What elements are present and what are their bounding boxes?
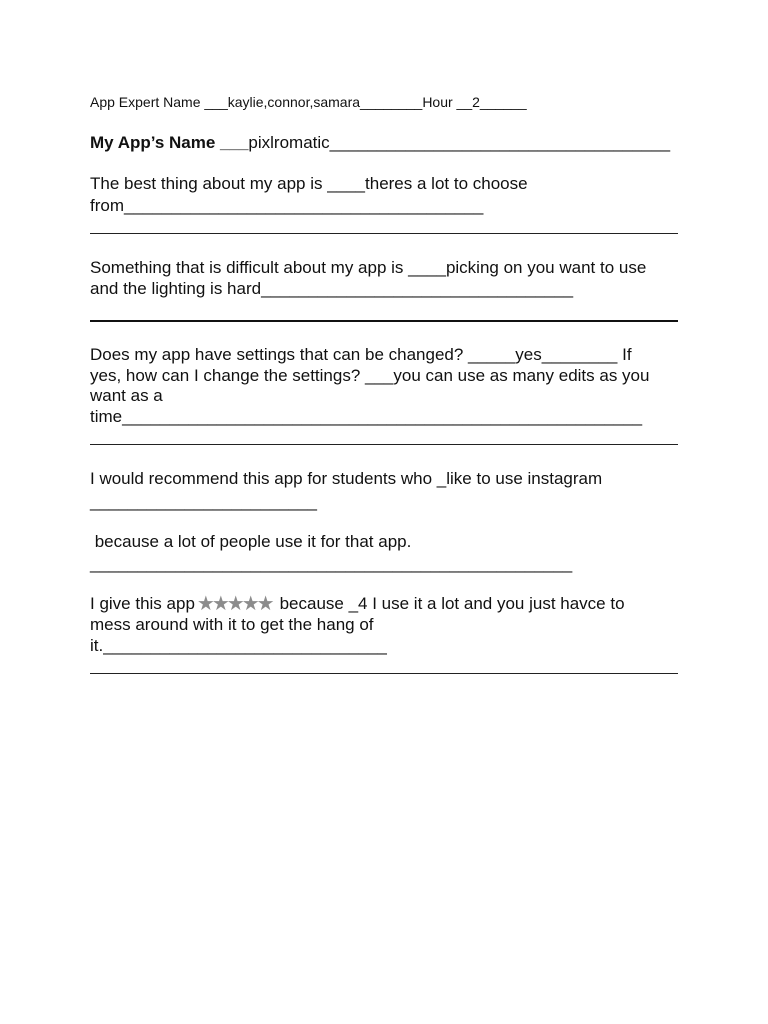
difficult-rule — [90, 320, 678, 322]
star-icon: ★ — [226, 593, 242, 615]
rating-line-3: it.______________________________ — [90, 636, 387, 655]
rating-prefix: I give this app — [90, 594, 195, 613]
rating-suffix: because _4 I use it a lot and you just havce to — [279, 594, 625, 613]
recommend-line-1: I would recommend this app for students who _like to use instagram — [90, 469, 603, 488]
settings-line-4: time_______________________________________________________ — [90, 407, 643, 426]
recommend-line-3: because a lot of people use it for that app. — [90, 532, 412, 551]
star-icon: ★ — [211, 593, 227, 615]
recommend-line-2: ________________________ — [90, 492, 317, 511]
settings-line-3: want as a — [90, 386, 163, 405]
rating-line-2: mess around with it to get the hang of — [90, 615, 374, 634]
difficult-line-1: Something that is difficult about my app is ____picking on you want to use — [90, 258, 647, 277]
app-name-line — [90, 132, 670, 153]
difficult-line-2: and the lighting is hard_________________________________ — [90, 279, 574, 298]
app-expert-line: App Expert Name ___kaylie,connor,samara________Hour __2______ — [90, 94, 527, 110]
best-thing-rule — [90, 233, 678, 234]
best-thing-line-1: The best thing about my app is ____theres a lot to choose — [90, 174, 528, 193]
settings-line-2: yes, how can I change the settings? ___you can use as many edits as you — [90, 366, 650, 385]
star-icon: ★ — [241, 593, 257, 615]
settings-rule — [90, 444, 678, 445]
settings-line-1: Does my app have settings that can be changed? _____yes________ If — [90, 345, 632, 364]
app-name-value: pixlromatic____________________________________ — [248, 133, 671, 152]
best-thing-line-2: from______________________________________ — [90, 196, 484, 215]
star-icon: ★ — [196, 593, 212, 615]
rating-rule — [90, 673, 678, 674]
app-name-label: My App’s Name ___ — [90, 133, 249, 152]
star-rating — [197, 594, 272, 615]
star-icon: ★ — [256, 593, 272, 615]
rating-line-1 — [90, 593, 625, 615]
recommend-line-4: ___________________________________________________ — [90, 554, 573, 573]
